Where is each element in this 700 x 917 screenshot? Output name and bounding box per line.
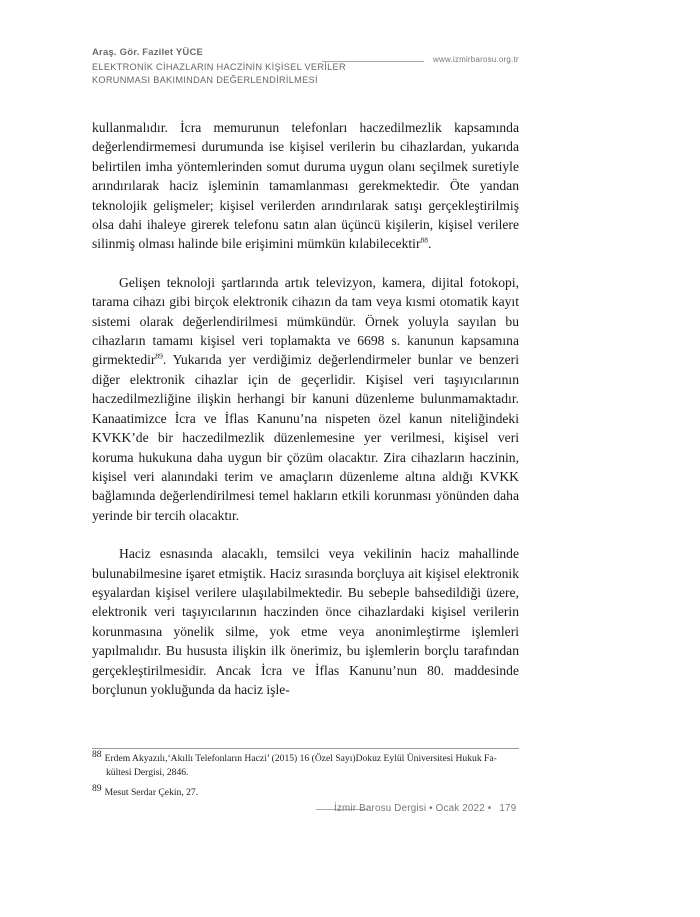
paragraph-1 [92,118,519,254]
footnote-ref-88: 88 [420,235,428,245]
footnote-ref-89: 89 [155,351,163,361]
footer-journal: İzmir Barosu Dergisi • Ocak 2022 • [334,803,492,814]
paragraph-3 [92,544,519,699]
paragraph-2-text: Gelişen teknoloji şartlarında artık televizyon, kamera, dijital fotokopi, tarama cihazı gibi birçok elektronik cihazın da tam veya kısmi otomatik kayıt sistemi olarak değerlendirilmesi mümkündür. Örnek yoluyla sayılan bu cihazların tamamı kişisel veri toplamakta ve 6698 s. kanunun kapsamına girmektedir [92,274,519,368]
footnote-88 [92,748,519,780]
footnote-number: 88 [92,748,102,760]
running-header-author: Araş. Gör. Fazilet YÜCE [92,47,204,58]
running-header-title [92,61,422,87]
paragraph-2 [92,273,519,525]
paragraph-2-tail: . Yukarıda yer verdiğimiz değerlendirmeler bunlar ve benzeri diğer elektronik cihazlar için de geçerlidir. Kişisel veri taşıyıcılarının haczedilmezliğine ilişkin herhangi bir kanuni düzenleme bulunmamaktadır. Kanaatimizce İcra ve İflas Kanunu’na nispeten özel kanun niteliğindeki KVKK’de bir haczedilmezlik düzenlemesine yer verilmesi, kişisel veri koruma hukukuna daha uygun bir çözüm olacaktır. Zira cihazların haczinin, kişisel veri alanındaki terim ve amaçların düzenleme altına aldığı KVKK bağlamında değerlendirilmesi temel hakların etkili korunması yönünden daha yerinde bir tercih olacaktır. [92,352,519,523]
header-url: www.izmirbarosu.org.tr [433,55,519,64]
page-number: 179 [499,803,517,814]
footnote-text-continued: kültesi Dergisi, 2846. [106,767,189,778]
footnote-89 [92,782,519,800]
paragraph-1-text: kullanmalıdır. İcra memurunun telefonları haczedilmezlik kapsamında değerlendirmemesi durumunda ise kişisel verilerin bu cihazlardan, yukarıda belirtilen imha yöntemlerinden somut duruma uygun olanı seçilmek suretiyle arındırılarak haciz işleminin tamamlanması gerekmektedir. Öte yandan teknolojik gelişmeler; kişisel verilerden arındırılarak satışı gerçekleştirilmiş olsa dahi ihaleye girerek telefonu satın alan üçüncü kişilerin, kişisel verilere silinmiş olması halinde bile erişimini mümkün kılabilecektir [92,120,519,252]
footnote-rule [92,748,519,749]
paragraph-1-tail: . [427,236,432,252]
paragraph-3-text: Haciz esnasında alacaklı, temsilci veya vekilinin haciz mahallinde bulunabilmesine işaret etmiştik. Haciz sırasında borçluya ait kişisel elektronik eşyalardan kişisel verilere ulaşılabilmektedir. Bu sebeple bahsedildiği üzere, elektronik veri taşıyıcılarının haczinden önce cihazlardaki kişisel verilerin korunmasına yönelik silme, yok etme veya anonimleştirme işlemleri yapılmalıdır. Bu hususta ilişkin ilk önerimiz, bu işlemlerin borçlu tarafından gerçekleştirilmesidir. Ancak İcra ve İflas Kanunu’nun 80. maddesinde borçlunun yokluğunda da haciz işle- [92,546,519,697]
running-footer [334,803,516,814]
header-title-line-1: ELEKTRONİK CİHAZLARIN HACZİNİN KİŞİSEL VERİLER [92,62,346,72]
header-title-line-2: KORUNMASI BAKIMINDAN DEĞERLENDİRİLMESİ [92,75,318,85]
body-text [92,118,519,699]
footnote-text: Erdem Akyazılı,‘Akıllı Telefonların Haczi’ (2015) 16 (Özel Sayı)Dokuz Eylül Üniversitesi Hukuk Fa- [104,753,497,764]
footnote-number: 89 [92,782,102,794]
footnote-text: Mesut Serdar Çekin, 27. [104,787,199,798]
